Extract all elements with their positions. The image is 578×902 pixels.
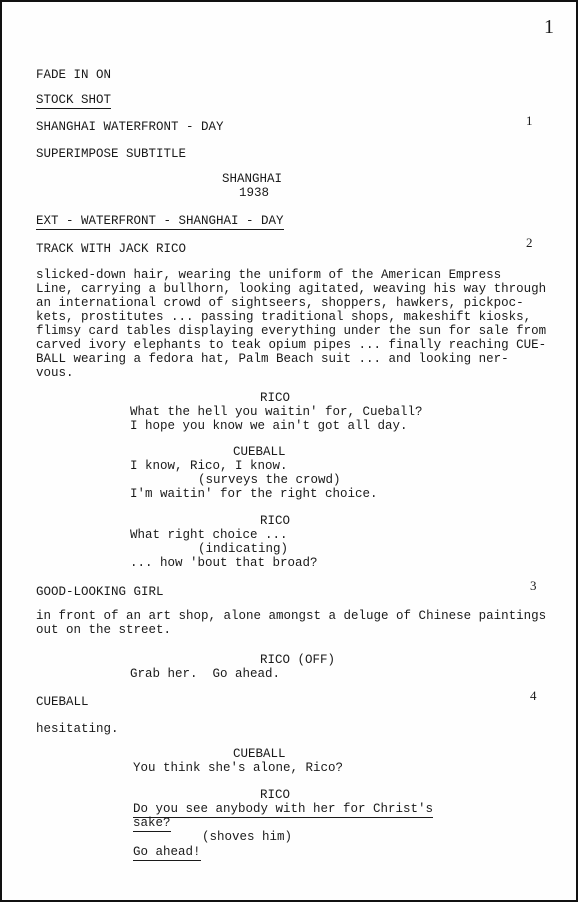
subtitle-city: SHANGHAI [222, 172, 283, 186]
scene-number-4: 4 [530, 688, 537, 703]
parenthetical: (shoves him) [202, 830, 293, 844]
stock-shot-heading: STOCK SHOT [36, 93, 112, 107]
parenthetical: (indicating) [198, 542, 289, 556]
character-name: RICO [260, 514, 291, 528]
action-line: hesitating. [36, 722, 119, 736]
waterfront-day-heading: SHANGHAI WATERFRONT - DAY [36, 120, 224, 134]
action-line: slicked-down hair, wearing the uniform of the American Empress [36, 268, 502, 282]
action-paragraph-1 [36, 268, 547, 380]
action-line: an international crowd of sightseers, shoppers, hawkers, pickpoc- [36, 296, 524, 310]
action-line: in front of an art shop, alone amongst a deluge of Chinese paintings [36, 609, 547, 623]
action-line: carved ivory elephants to teak opium pipes ... finally reaching CUE- [36, 338, 547, 352]
page-number: 1 [544, 16, 554, 38]
character-name: CUEBALL [233, 747, 286, 761]
parenthetical: (surveys the crowd) [198, 473, 341, 487]
dialogue-line: I'm waitin' for the right choice. [130, 487, 378, 501]
dialogue-line: Grab her. Go ahead. [130, 667, 281, 681]
action-line: Line, carrying a bullhorn, looking agitated, weaving his way through [36, 282, 547, 296]
scene-number-2: 2 [526, 235, 533, 250]
action-paragraph-2 [36, 609, 547, 637]
dialogue-block [130, 405, 423, 433]
character-name: RICO [260, 391, 291, 405]
action-line: flimsy card tables displaying everything under the sun for sale from [36, 324, 547, 338]
character-name: CUEBALL [233, 445, 286, 459]
dialogue-line: You think she's alone, Rico? [133, 761, 344, 775]
dialogue-line: What the hell you waitin' for, Cueball? [130, 405, 423, 419]
dialogue-line: I know, Rico, I know. [130, 459, 288, 473]
subtitle-year: 1938 [239, 186, 270, 200]
girl-heading: GOOD-LOOKING GIRL [36, 585, 164, 599]
action-line: BALL wearing a fedora hat, Palm Beach suit ... and looking ner- [36, 352, 509, 366]
dialogue-line: sake? [133, 816, 171, 830]
dialogue-line: What right choice ... [130, 528, 288, 542]
character-name: RICO [260, 788, 291, 802]
dialogue-line: I hope you know we ain't got all day. [130, 419, 408, 433]
fade-in: FADE IN ON [36, 68, 112, 82]
scene-number-1: 1 [526, 113, 533, 128]
track-heading: TRACK WITH JACK RICO [36, 242, 187, 256]
action-line: kets, prostitutes ... passing traditional shops, makeshift kiosks, [36, 310, 532, 324]
action-line: out on the street. [36, 623, 172, 637]
dialogue-line: Do you see anybody with her for Christ's [133, 802, 434, 816]
cueball-heading: CUEBALL [36, 695, 89, 709]
ext-slugline: EXT - WATERFRONT - SHANGHAI - DAY [36, 214, 284, 228]
dialogue-line: Go ahead! [133, 845, 201, 859]
scene-number-3: 3 [530, 578, 537, 593]
action-line: vous. [36, 366, 74, 380]
superimpose-direction: SUPERIMPOSE SUBTITLE [36, 147, 187, 161]
dialogue-line: ... how 'bout that broad? [130, 556, 318, 570]
character-name: RICO (OFF) [260, 653, 336, 667]
